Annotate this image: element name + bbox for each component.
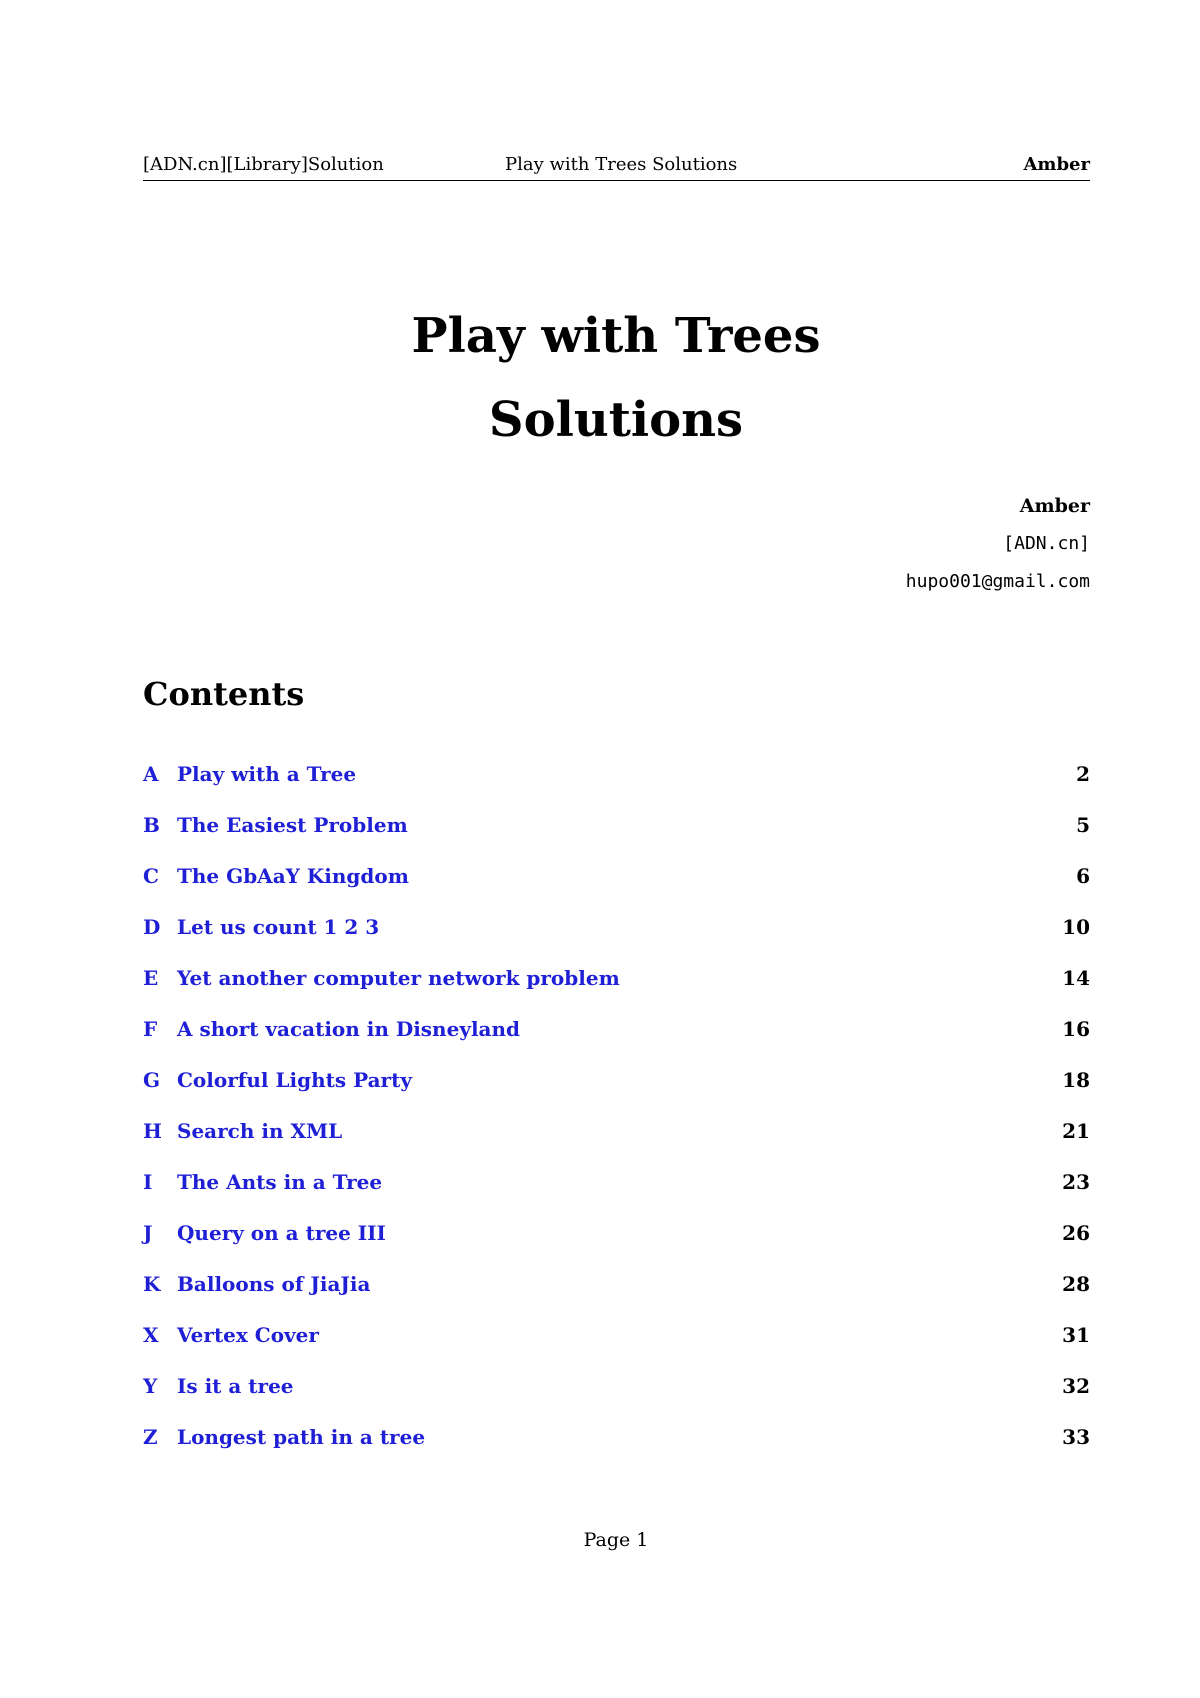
toc-link[interactable]: Longest path in a tree xyxy=(177,1425,426,1449)
toc-entry-x[interactable] xyxy=(143,1323,1090,1374)
toc-entry-j[interactable] xyxy=(143,1221,1090,1272)
toc-letter[interactable]: H xyxy=(143,1119,162,1143)
toc-letter[interactable]: E xyxy=(143,966,159,990)
toc-link[interactable]: The GbAaY Kingdom xyxy=(177,864,409,888)
toc-entry-z[interactable] xyxy=(143,1425,1090,1476)
author-email: hupo001@gmail.com xyxy=(905,571,1090,592)
toc-page-number: 10 xyxy=(1062,915,1090,939)
toc-letter[interactable]: C xyxy=(143,864,159,888)
header-right: Amber xyxy=(1023,154,1090,175)
document-title-line1: Play with Trees xyxy=(411,308,821,364)
toc-page-number: 14 xyxy=(1062,966,1090,990)
toc-letter[interactable]: G xyxy=(143,1068,161,1092)
toc-link[interactable]: Query on a tree III xyxy=(177,1221,386,1245)
toc-page-number: 18 xyxy=(1062,1068,1090,1092)
toc-link[interactable]: Let us count 1 2 3 xyxy=(177,915,380,939)
toc-page-number: 21 xyxy=(1062,1119,1090,1143)
toc-entry-e[interactable] xyxy=(143,966,1090,1017)
toc-letter[interactable]: F xyxy=(143,1017,158,1041)
toc-link[interactable]: Is it a tree xyxy=(177,1374,294,1398)
toc-letter[interactable]: D xyxy=(143,915,161,939)
contents-heading: Contents xyxy=(143,675,305,713)
toc-entry-h[interactable] xyxy=(143,1119,1090,1170)
toc-letter[interactable]: K xyxy=(143,1272,161,1296)
toc-entry-y[interactable] xyxy=(143,1374,1090,1425)
toc-letter[interactable]: X xyxy=(143,1323,159,1347)
toc-link[interactable]: Play with a Tree xyxy=(177,762,357,786)
toc-page-number: 28 xyxy=(1062,1272,1090,1296)
toc-entry-f[interactable] xyxy=(143,1017,1090,1068)
toc-letter[interactable]: B xyxy=(143,813,160,837)
toc-entry-a[interactable] xyxy=(143,762,1090,813)
toc-entry-c[interactable] xyxy=(143,864,1090,915)
running-header xyxy=(143,150,1090,181)
toc-link[interactable]: The Ants in a Tree xyxy=(177,1170,383,1194)
toc-page-number: 16 xyxy=(1062,1017,1090,1041)
toc-page-number: 5 xyxy=(1076,813,1090,837)
toc-letter[interactable]: Y xyxy=(143,1374,158,1398)
toc-entry-d[interactable] xyxy=(143,915,1090,966)
author-affiliation: [ADN.cn] xyxy=(1003,533,1090,554)
toc-entry-k[interactable] xyxy=(143,1272,1090,1323)
toc-letter[interactable]: A xyxy=(143,762,159,786)
author-block xyxy=(906,487,1090,601)
page-footer: Page 1 xyxy=(583,1529,649,1551)
toc-page-number: 6 xyxy=(1076,864,1090,888)
author-name: Amber xyxy=(1019,495,1090,517)
toc-page-number: 31 xyxy=(1062,1323,1090,1347)
toc-link[interactable]: Search in XML xyxy=(177,1119,343,1143)
toc-page-number: 23 xyxy=(1062,1170,1090,1194)
toc-entry-b[interactable] xyxy=(143,813,1090,864)
document-title-line2: Solutions xyxy=(488,392,744,448)
toc-letter[interactable]: J xyxy=(143,1221,153,1245)
toc-letter[interactable]: I xyxy=(143,1170,153,1194)
toc-link[interactable]: Yet another computer network problem xyxy=(177,966,620,990)
toc-link[interactable]: The Easiest Problem xyxy=(177,813,408,837)
toc-page-number: 2 xyxy=(1076,762,1090,786)
table-of-contents xyxy=(143,762,1090,1476)
toc-entry-g[interactable] xyxy=(143,1068,1090,1119)
toc-page-number: 32 xyxy=(1062,1374,1090,1398)
header-center: Play with Trees Solutions xyxy=(505,154,738,175)
toc-page-number: 33 xyxy=(1062,1425,1090,1449)
toc-letter[interactable]: Z xyxy=(143,1425,158,1449)
header-left: [ADN.cn][Library]Solution xyxy=(143,154,384,175)
toc-page-number: 26 xyxy=(1062,1221,1090,1245)
toc-entry-i[interactable] xyxy=(143,1170,1090,1221)
toc-link[interactable]: A short vacation in Disneyland xyxy=(177,1017,521,1041)
toc-link[interactable]: Vertex Cover xyxy=(177,1323,319,1347)
toc-link[interactable]: Colorful Lights Party xyxy=(177,1068,412,1092)
toc-link[interactable]: Balloons of JiaJia xyxy=(177,1272,371,1296)
